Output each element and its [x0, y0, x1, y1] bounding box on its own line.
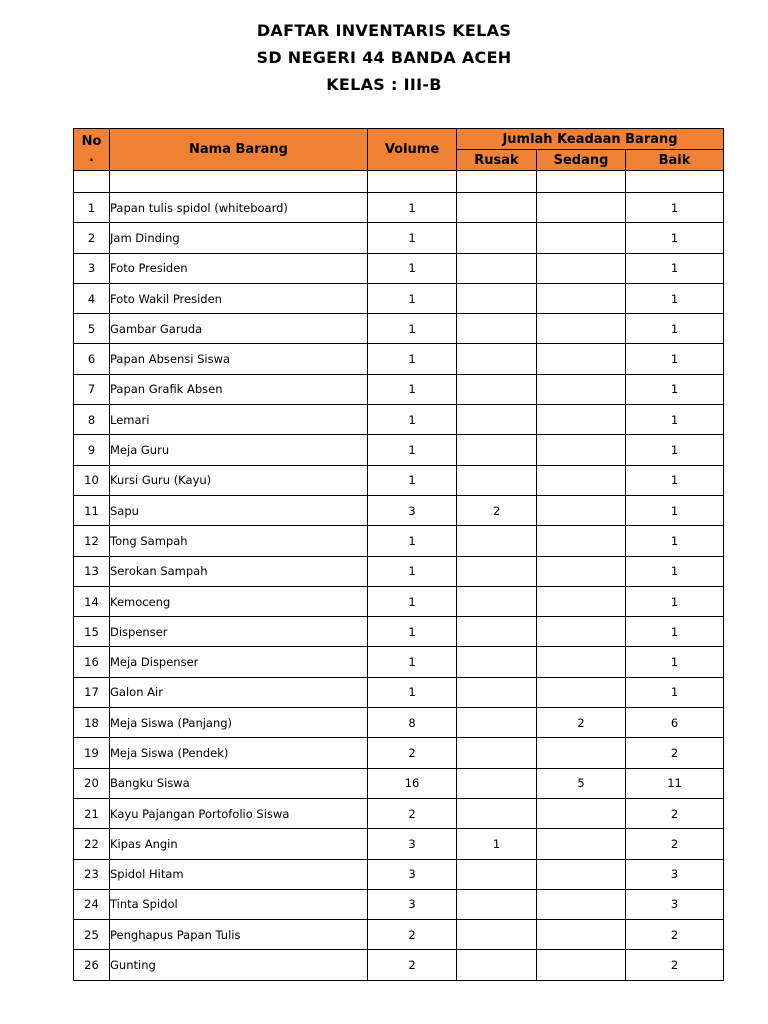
cell-rusak: 2: [457, 495, 537, 525]
cell-sedang: [537, 526, 626, 556]
cell-nama-barang: Jam Dinding: [110, 223, 368, 253]
cell-volume: 3: [368, 495, 457, 525]
cell-nama-barang: Gunting: [110, 950, 368, 980]
document-title: [0, 20, 768, 101]
cell-baik: 1: [626, 253, 724, 283]
cell-volume: 1: [368, 314, 457, 344]
header-no-dot: .: [89, 149, 94, 165]
table-row: [74, 677, 724, 707]
cell-nama-barang: Papan tulis spidol (whiteboard): [110, 193, 368, 223]
table-row: [74, 738, 724, 768]
cell-nama-barang: Kipas Angin: [110, 829, 368, 859]
cell-baik: 1: [626, 617, 724, 647]
cell-nama-barang: Meja Dispenser: [110, 647, 368, 677]
cell-baik: 1: [626, 677, 724, 707]
cell-baik: 1: [626, 374, 724, 404]
cell-no: 15: [74, 617, 110, 647]
cell-nama-barang: Penghapus Papan Tulis: [110, 920, 368, 950]
cell-no: 7: [74, 374, 110, 404]
cell-sedang: [537, 465, 626, 495]
cell-sedang: [537, 617, 626, 647]
cell-rusak: [457, 738, 537, 768]
cell-rusak: [457, 889, 537, 919]
header-nama-barang: Nama Barang: [110, 129, 368, 171]
header-spacer-row: [74, 171, 724, 193]
cell-baik: 1: [626, 283, 724, 313]
cell-nama-barang: Kayu Pajangan Portofolio Siswa: [110, 798, 368, 828]
table-row: [74, 617, 724, 647]
cell-no: 21: [74, 798, 110, 828]
cell-rusak: [457, 708, 537, 738]
cell-volume: 1: [368, 405, 457, 435]
spacer-cell: [110, 171, 368, 193]
table-row: [74, 647, 724, 677]
cell-sedang: [537, 889, 626, 919]
cell-no: 8: [74, 405, 110, 435]
cell-sedang: 5: [537, 768, 626, 798]
cell-sedang: [537, 314, 626, 344]
cell-nama-barang: Meja Siswa (Panjang): [110, 708, 368, 738]
cell-sedang: [537, 920, 626, 950]
spacer-cell: [368, 171, 457, 193]
cell-rusak: [457, 768, 537, 798]
cell-no: 20: [74, 768, 110, 798]
cell-rusak: [457, 374, 537, 404]
cell-no: 17: [74, 677, 110, 707]
cell-baik: 2: [626, 738, 724, 768]
cell-baik: 1: [626, 223, 724, 253]
table-row: [74, 829, 724, 859]
cell-rusak: [457, 314, 537, 344]
cell-volume: 1: [368, 283, 457, 313]
cell-rusak: [457, 586, 537, 616]
cell-volume: 2: [368, 950, 457, 980]
cell-rusak: [457, 920, 537, 950]
spacer-cell: [74, 171, 110, 193]
cell-nama-barang: Kursi Guru (Kayu): [110, 465, 368, 495]
cell-no: 6: [74, 344, 110, 374]
cell-sedang: [537, 829, 626, 859]
cell-volume: 1: [368, 253, 457, 283]
header-sedang: Sedang: [537, 150, 626, 171]
title-line-2: SD NEGERI 44 BANDA ACEH: [256, 48, 512, 67]
cell-sedang: [537, 193, 626, 223]
cell-rusak: [457, 283, 537, 313]
cell-sedang: [537, 283, 626, 313]
cell-volume: 2: [368, 798, 457, 828]
cell-volume: 1: [368, 374, 457, 404]
cell-nama-barang: Gambar Garuda: [110, 314, 368, 344]
cell-sedang: [537, 344, 626, 374]
cell-no: 9: [74, 435, 110, 465]
cell-rusak: [457, 677, 537, 707]
cell-volume: 1: [368, 647, 457, 677]
table-header: [74, 129, 724, 171]
spacer-cell: [457, 171, 537, 193]
table-body: [74, 193, 724, 981]
cell-no: 1: [74, 193, 110, 223]
cell-baik: 1: [626, 435, 724, 465]
cell-nama-barang: Papan Absensi Siswa: [110, 344, 368, 374]
cell-nama-barang: Bangku Siswa: [110, 768, 368, 798]
cell-no: 25: [74, 920, 110, 950]
table-row: [74, 859, 724, 889]
cell-rusak: [457, 465, 537, 495]
cell-rusak: [457, 798, 537, 828]
cell-rusak: 1: [457, 829, 537, 859]
cell-sedang: [537, 374, 626, 404]
cell-volume: 3: [368, 829, 457, 859]
cell-volume: 3: [368, 889, 457, 919]
cell-baik: 2: [626, 920, 724, 950]
table-row: [74, 798, 724, 828]
table-row: [74, 435, 724, 465]
cell-rusak: [457, 617, 537, 647]
cell-baik: 6: [626, 708, 724, 738]
cell-nama-barang: Foto Presiden: [110, 253, 368, 283]
cell-no: 23: [74, 859, 110, 889]
cell-baik: 2: [626, 829, 724, 859]
cell-no: 11: [74, 495, 110, 525]
cell-sedang: [537, 586, 626, 616]
cell-volume: 1: [368, 586, 457, 616]
cell-rusak: [457, 526, 537, 556]
cell-volume: 1: [368, 465, 457, 495]
table-row: [74, 465, 724, 495]
table-row: [74, 526, 724, 556]
cell-rusak: [457, 859, 537, 889]
cell-baik: 1: [626, 495, 724, 525]
cell-volume: 1: [368, 677, 457, 707]
cell-no: 14: [74, 586, 110, 616]
cell-sedang: [537, 647, 626, 677]
cell-sedang: [537, 223, 626, 253]
table-row: [74, 889, 724, 919]
cell-rusak: [457, 344, 537, 374]
cell-volume: 1: [368, 617, 457, 647]
cell-nama-barang: Kemoceng: [110, 586, 368, 616]
cell-no: 3: [74, 253, 110, 283]
cell-baik: 1: [626, 193, 724, 223]
cell-sedang: [537, 556, 626, 586]
cell-nama-barang: Papan Grafik Absen: [110, 374, 368, 404]
cell-no: 19: [74, 738, 110, 768]
cell-sedang: [537, 738, 626, 768]
cell-no: 5: [74, 314, 110, 344]
cell-nama-barang: Meja Siswa (Pendek): [110, 738, 368, 768]
cell-nama-barang: Foto Wakil Presiden: [110, 283, 368, 313]
header-baik: Baik: [626, 150, 724, 171]
cell-no: 16: [74, 647, 110, 677]
title-line-1: DAFTAR INVENTARIS KELAS: [256, 21, 512, 40]
header-no: [74, 129, 110, 171]
cell-baik: 1: [626, 556, 724, 586]
cell-nama-barang: Dispenser: [110, 617, 368, 647]
cell-baik: 1: [626, 586, 724, 616]
table-row: [74, 193, 724, 223]
header-jumlah-keadaan: Jumlah Keadaan Barang: [457, 129, 724, 150]
table-row: [74, 950, 724, 980]
cell-nama-barang: Serokan Sampah: [110, 556, 368, 586]
cell-baik: 1: [626, 405, 724, 435]
cell-rusak: [457, 193, 537, 223]
cell-volume: 8: [368, 708, 457, 738]
cell-no: 24: [74, 889, 110, 919]
cell-no: 4: [74, 283, 110, 313]
spacer-cell: [537, 171, 626, 193]
cell-baik: 1: [626, 465, 724, 495]
table-row: [74, 768, 724, 798]
cell-rusak: [457, 223, 537, 253]
cell-no: 13: [74, 556, 110, 586]
cell-nama-barang: Lemari: [110, 405, 368, 435]
table-row: [74, 223, 724, 253]
cell-sedang: [537, 435, 626, 465]
cell-rusak: [457, 556, 537, 586]
cell-volume: 1: [368, 556, 457, 586]
table-row: [74, 708, 724, 738]
cell-no: 2: [74, 223, 110, 253]
cell-sedang: [537, 798, 626, 828]
cell-baik: 11: [626, 768, 724, 798]
cell-no: 18: [74, 708, 110, 738]
cell-volume: 1: [368, 435, 457, 465]
header-rusak: Rusak: [457, 150, 537, 171]
table-row: [74, 495, 724, 525]
cell-nama-barang: Sapu: [110, 495, 368, 525]
cell-sedang: 2: [537, 708, 626, 738]
table-row: [74, 314, 724, 344]
cell-baik: 2: [626, 798, 724, 828]
cell-volume: 3: [368, 859, 457, 889]
title-line-3: KELAS : III-B: [326, 75, 442, 94]
cell-volume: 16: [368, 768, 457, 798]
table-row: [74, 556, 724, 586]
cell-no: 10: [74, 465, 110, 495]
cell-sedang: [537, 405, 626, 435]
cell-rusak: [457, 253, 537, 283]
table-row: [74, 920, 724, 950]
cell-baik: 1: [626, 647, 724, 677]
cell-no: 22: [74, 829, 110, 859]
cell-sedang: [537, 677, 626, 707]
cell-sedang: [537, 253, 626, 283]
cell-rusak: [457, 950, 537, 980]
cell-volume: 2: [368, 920, 457, 950]
cell-sedang: [537, 495, 626, 525]
inventory-table: [73, 128, 724, 981]
cell-nama-barang: Tong Sampah: [110, 526, 368, 556]
table-row: [74, 253, 724, 283]
cell-volume: 1: [368, 344, 457, 374]
table-row: [74, 586, 724, 616]
header-no-label: No: [81, 133, 102, 149]
cell-baik: 3: [626, 859, 724, 889]
cell-baik: 1: [626, 344, 724, 374]
table-row: [74, 344, 724, 374]
cell-sedang: [537, 950, 626, 980]
cell-rusak: [457, 435, 537, 465]
cell-no: 26: [74, 950, 110, 980]
table-row: [74, 405, 724, 435]
cell-volume: 2: [368, 738, 457, 768]
cell-rusak: [457, 405, 537, 435]
cell-baik: 1: [626, 314, 724, 344]
cell-nama-barang: Meja Guru: [110, 435, 368, 465]
cell-volume: 1: [368, 223, 457, 253]
header-volume: Volume: [368, 129, 457, 171]
table-row: [74, 283, 724, 313]
cell-volume: 1: [368, 526, 457, 556]
cell-nama-barang: Tinta Spidol: [110, 889, 368, 919]
cell-baik: 2: [626, 950, 724, 980]
cell-nama-barang: Spidol Hitam: [110, 859, 368, 889]
cell-baik: 1: [626, 526, 724, 556]
cell-baik: 3: [626, 889, 724, 919]
table-row: [74, 374, 724, 404]
cell-sedang: [537, 859, 626, 889]
cell-no: 12: [74, 526, 110, 556]
cell-volume: 1: [368, 193, 457, 223]
spacer-cell: [626, 171, 724, 193]
cell-rusak: [457, 647, 537, 677]
cell-nama-barang: Galon Air: [110, 677, 368, 707]
